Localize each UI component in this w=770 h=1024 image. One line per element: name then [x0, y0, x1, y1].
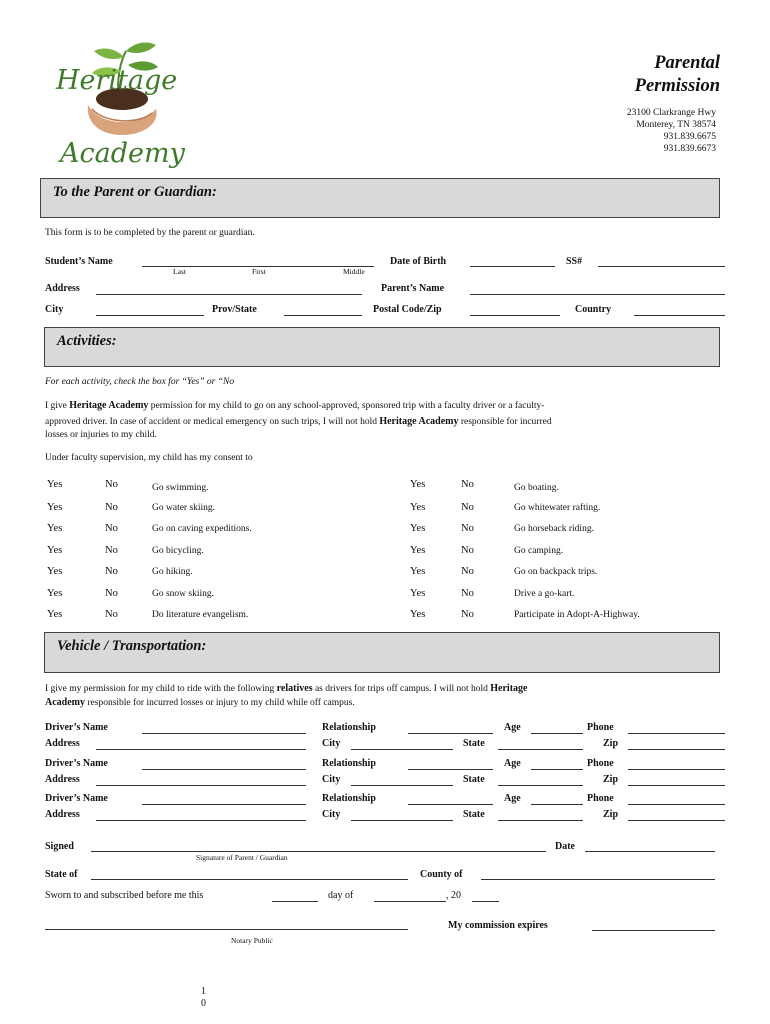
driver-2-relationship-field[interactable]: [408, 769, 493, 770]
right-activity-no-option[interactable]: No: [461, 588, 474, 599]
right-activity-no-option[interactable]: No: [461, 545, 474, 556]
page-number-1: 1: [201, 986, 206, 997]
driver-1-age-label: Age: [504, 722, 521, 733]
address-field[interactable]: [96, 294, 362, 295]
right-activity-no-option[interactable]: No: [461, 566, 474, 577]
left-activity-label: Go on caving expeditions.: [152, 524, 252, 534]
left-activity-label: Go bicycling.: [152, 546, 204, 556]
left-activity-no-option[interactable]: No: [105, 479, 118, 490]
right-activity-label: Go horseback riding.: [514, 524, 594, 534]
right-activity-yes-option[interactable]: Yes: [410, 502, 426, 513]
driver-1-relationship-field[interactable]: [408, 733, 493, 734]
driver-2-state-field[interactable]: [498, 785, 583, 786]
dob-label: Date of Birth: [390, 256, 447, 267]
sworn-text: Sworn to and subscribed before me this: [45, 890, 204, 901]
left-activity-label: Go swimming.: [152, 483, 209, 493]
driver-3-age-field[interactable]: [531, 804, 583, 805]
school-name-2: Heritage Academy: [379, 416, 459, 427]
driver-3-phone-label: Phone: [587, 793, 614, 804]
driver-1-relationship-label: Relationship: [322, 722, 376, 733]
left-activity-no-option[interactable]: No: [105, 588, 118, 599]
right-activity-yes-option[interactable]: Yes: [410, 523, 426, 534]
driver-2-city-field[interactable]: [351, 785, 453, 786]
left-activity-no-option[interactable]: No: [105, 609, 118, 620]
driver-1-address-field[interactable]: [96, 749, 306, 750]
form-title-line1: Parental: [654, 53, 720, 73]
left-activity-yes-option[interactable]: Yes: [47, 588, 63, 599]
right-activity-yes-option[interactable]: Yes: [410, 479, 426, 490]
page-number-2: 0: [201, 998, 206, 1009]
postal-code-label: Postal Code/Zip: [373, 304, 442, 315]
right-activity-label: Drive a go-kart.: [514, 589, 575, 599]
parent-name-field[interactable]: [470, 294, 725, 295]
right-activity-yes-option[interactable]: Yes: [410, 566, 426, 577]
right-activity-no-option[interactable]: No: [461, 609, 474, 620]
right-activity-label: Go whitewater rafting.: [514, 503, 601, 513]
driver-3-address-label: Address: [45, 809, 80, 820]
driver-2-phone-field[interactable]: [628, 769, 725, 770]
driver-1-age-field[interactable]: [531, 733, 583, 734]
driver-2-state-label: State: [463, 774, 485, 785]
school-address: 23100 Clarkrange Hwy: [626, 108, 716, 118]
right-activity-yes-option[interactable]: Yes: [410, 588, 426, 599]
driver-2-age-field[interactable]: [531, 769, 583, 770]
driver-3-state-field[interactable]: [498, 820, 583, 821]
driver-2-zip-label: Zip: [603, 774, 619, 785]
county-of-field[interactable]: [481, 879, 715, 880]
left-activity-no-option[interactable]: No: [105, 545, 118, 556]
left-activity-yes-option[interactable]: Yes: [47, 479, 63, 490]
left-activity-no-option[interactable]: No: [105, 523, 118, 534]
driver-3-relationship-label: Relationship: [322, 793, 376, 804]
address-label: Address: [45, 283, 80, 294]
driver-3-city-field[interactable]: [351, 820, 453, 821]
relatives-word: relatives: [276, 683, 313, 694]
left-activity-label: Go hiking.: [152, 567, 193, 577]
signature-date-field[interactable]: [585, 851, 715, 852]
school-name-1: Heritage Academy: [69, 400, 149, 411]
country-label: Country: [575, 304, 612, 315]
country-field[interactable]: [634, 315, 725, 316]
driver-3-relationship-field[interactable]: [408, 804, 493, 805]
activities-permission-line3: losses or injuries to my child.: [45, 430, 157, 440]
right-activity-label: Go boating.: [514, 483, 559, 493]
signature-field[interactable]: [91, 851, 546, 852]
left-activity-label: Go snow skiing.: [152, 589, 215, 599]
section-header-vehicle: [44, 632, 720, 673]
signed-label: Signed: [45, 841, 74, 852]
driver-1-address-label: Address: [45, 738, 80, 749]
right-activity-label: Participate in Adopt-A-Highway.: [514, 610, 640, 620]
notary-caption: Notary Public: [231, 936, 273, 945]
driver-3-address-field[interactable]: [96, 820, 306, 821]
section-header-parent: [40, 178, 720, 218]
section-title-activities: Activities:: [57, 333, 117, 349]
school-logo: [48, 35, 185, 175]
state-of-label: State of: [45, 869, 78, 880]
driver-2-address-label: Address: [45, 774, 80, 785]
county-of-label: County of: [420, 869, 463, 880]
vehicle-permission-line2: Academy responsible for incurred losses or injury to my child while off campus.: [45, 697, 355, 708]
notary-signature-field[interactable]: [45, 929, 408, 930]
driver-2-relationship-label: Relationship: [322, 758, 376, 769]
driver-2-city-label: City: [322, 774, 341, 785]
left-activity-yes-option[interactable]: Yes: [47, 545, 63, 556]
parent-name-label: Parent’s Name: [381, 283, 445, 294]
logo-text-heritage: Heritage: [56, 65, 178, 96]
sworn-month-field[interactable]: [374, 901, 446, 902]
right-activity-yes-option[interactable]: Yes: [410, 609, 426, 620]
driver-3-age-label: Age: [504, 793, 521, 804]
driver-1-city-label: City: [322, 738, 341, 749]
logo-text-academy: Academy: [60, 138, 185, 169]
driver-2-name-label: Driver’s Name: [45, 758, 108, 769]
school-name-4: Academy: [45, 697, 85, 708]
commission-label: My commission expires: [448, 920, 548, 931]
consent-intro: Under faculty supervision, my child has my consent to: [45, 453, 253, 463]
prov-state-field[interactable]: [284, 315, 362, 316]
driver-1-city-field[interactable]: [351, 749, 453, 750]
right-activity-yes-option[interactable]: Yes: [410, 545, 426, 556]
left-activity-no-option[interactable]: No: [105, 502, 118, 513]
driver-3-zip-field[interactable]: [628, 820, 725, 821]
school-city: Monterey, TN 38574: [636, 120, 716, 130]
prov-state-label: Prov/State: [212, 304, 257, 315]
commission-field[interactable]: [592, 930, 715, 931]
last-caption: Last: [173, 267, 186, 276]
ss-label: SS#: [566, 256, 583, 267]
section-title-vehicle: Vehicle / Transportation:: [57, 638, 207, 654]
activities-permission-line1: I give Heritage Academy permission for my child to go on any school-approved, sponsored trip with a faculty driver or a faculty-: [45, 400, 545, 411]
driver-1-state-label: State: [463, 738, 485, 749]
activities-instruction: For each activity, check the box for “Yes” or “No: [45, 377, 235, 387]
left-activity-no-option[interactable]: No: [105, 566, 118, 577]
driver-3-city-label: City: [322, 809, 341, 820]
sworn-day-field[interactable]: [272, 901, 318, 902]
driver-2-age-label: Age: [504, 758, 521, 769]
left-activity-yes-option[interactable]: Yes: [47, 523, 63, 534]
driver-1-state-field[interactable]: [498, 749, 583, 750]
left-activity-yes-option[interactable]: Yes: [47, 566, 63, 577]
activities-permission-line2: approved driver. In case of accident or medical emergency on such trips, I will not hold Heritage Academy responsible for incurred: [45, 416, 552, 427]
driver-1-name-field[interactable]: [142, 733, 306, 734]
dob-field[interactable]: [470, 266, 555, 267]
right-activity-label: Go on backpack trips.: [514, 567, 598, 577]
right-activity-no-option[interactable]: No: [461, 523, 474, 534]
section-header-activities: [44, 327, 720, 367]
day-of-label: day of: [328, 890, 354, 901]
school-phone-1: 931.839.6675: [663, 132, 716, 142]
driver-3-name-field[interactable]: [142, 804, 306, 805]
form-title-line2: Permission: [634, 76, 720, 96]
first-caption: First: [252, 267, 266, 276]
driver-1-zip-label: Zip: [603, 738, 619, 749]
left-activity-yes-option[interactable]: Yes: [47, 609, 63, 620]
driver-3-name-label: Driver’s Name: [45, 793, 108, 804]
right-activity-label: Go camping.: [514, 546, 564, 556]
student-name-label: Student’s Name: [45, 256, 113, 267]
vehicle-permission-line1: I give my permission for my child to ride with the following relatives as drivers for trips off campus. I will not hold Heritage: [45, 683, 528, 694]
left-activity-yes-option[interactable]: Yes: [47, 502, 63, 513]
school-phone-2: 931.839.6673: [663, 144, 716, 154]
driver-2-zip-field[interactable]: [628, 785, 725, 786]
middle-caption: Middle: [343, 267, 365, 276]
driver-3-phone-field[interactable]: [628, 804, 725, 805]
driver-1-zip-field[interactable]: [628, 749, 725, 750]
right-activity-no-option[interactable]: No: [461, 479, 474, 490]
driver-2-phone-label: Phone: [587, 758, 614, 769]
city-field[interactable]: [96, 315, 204, 316]
driver-3-zip-label: Zip: [603, 809, 619, 820]
ss-field[interactable]: [598, 266, 725, 267]
right-activity-no-option[interactable]: No: [461, 502, 474, 513]
left-activity-label: Go water skiing.: [152, 503, 216, 513]
postal-code-field[interactable]: [470, 315, 560, 316]
driver-1-phone-field[interactable]: [628, 733, 725, 734]
driver-2-address-field[interactable]: [96, 785, 306, 786]
driver-1-phone-label: Phone: [587, 722, 614, 733]
left-activity-label: Do literature evangelism.: [152, 610, 249, 620]
city-label: City: [45, 304, 64, 315]
section-title-parent: To the Parent or Guardian:: [53, 184, 217, 200]
driver-2-name-field[interactable]: [142, 769, 306, 770]
sworn-year-field[interactable]: [472, 901, 499, 902]
form-intro: This form is to be completed by the parent or guardian.: [45, 228, 255, 238]
school-name-3: Heritage: [490, 683, 528, 694]
driver-1-name-label: Driver’s Name: [45, 722, 108, 733]
signature-caption: Signature of Parent / Guardian: [196, 853, 288, 862]
year-label: , 20: [446, 890, 461, 901]
signature-date-label: Date: [555, 841, 575, 852]
driver-3-state-label: State: [463, 809, 485, 820]
state-of-field[interactable]: [91, 879, 408, 880]
